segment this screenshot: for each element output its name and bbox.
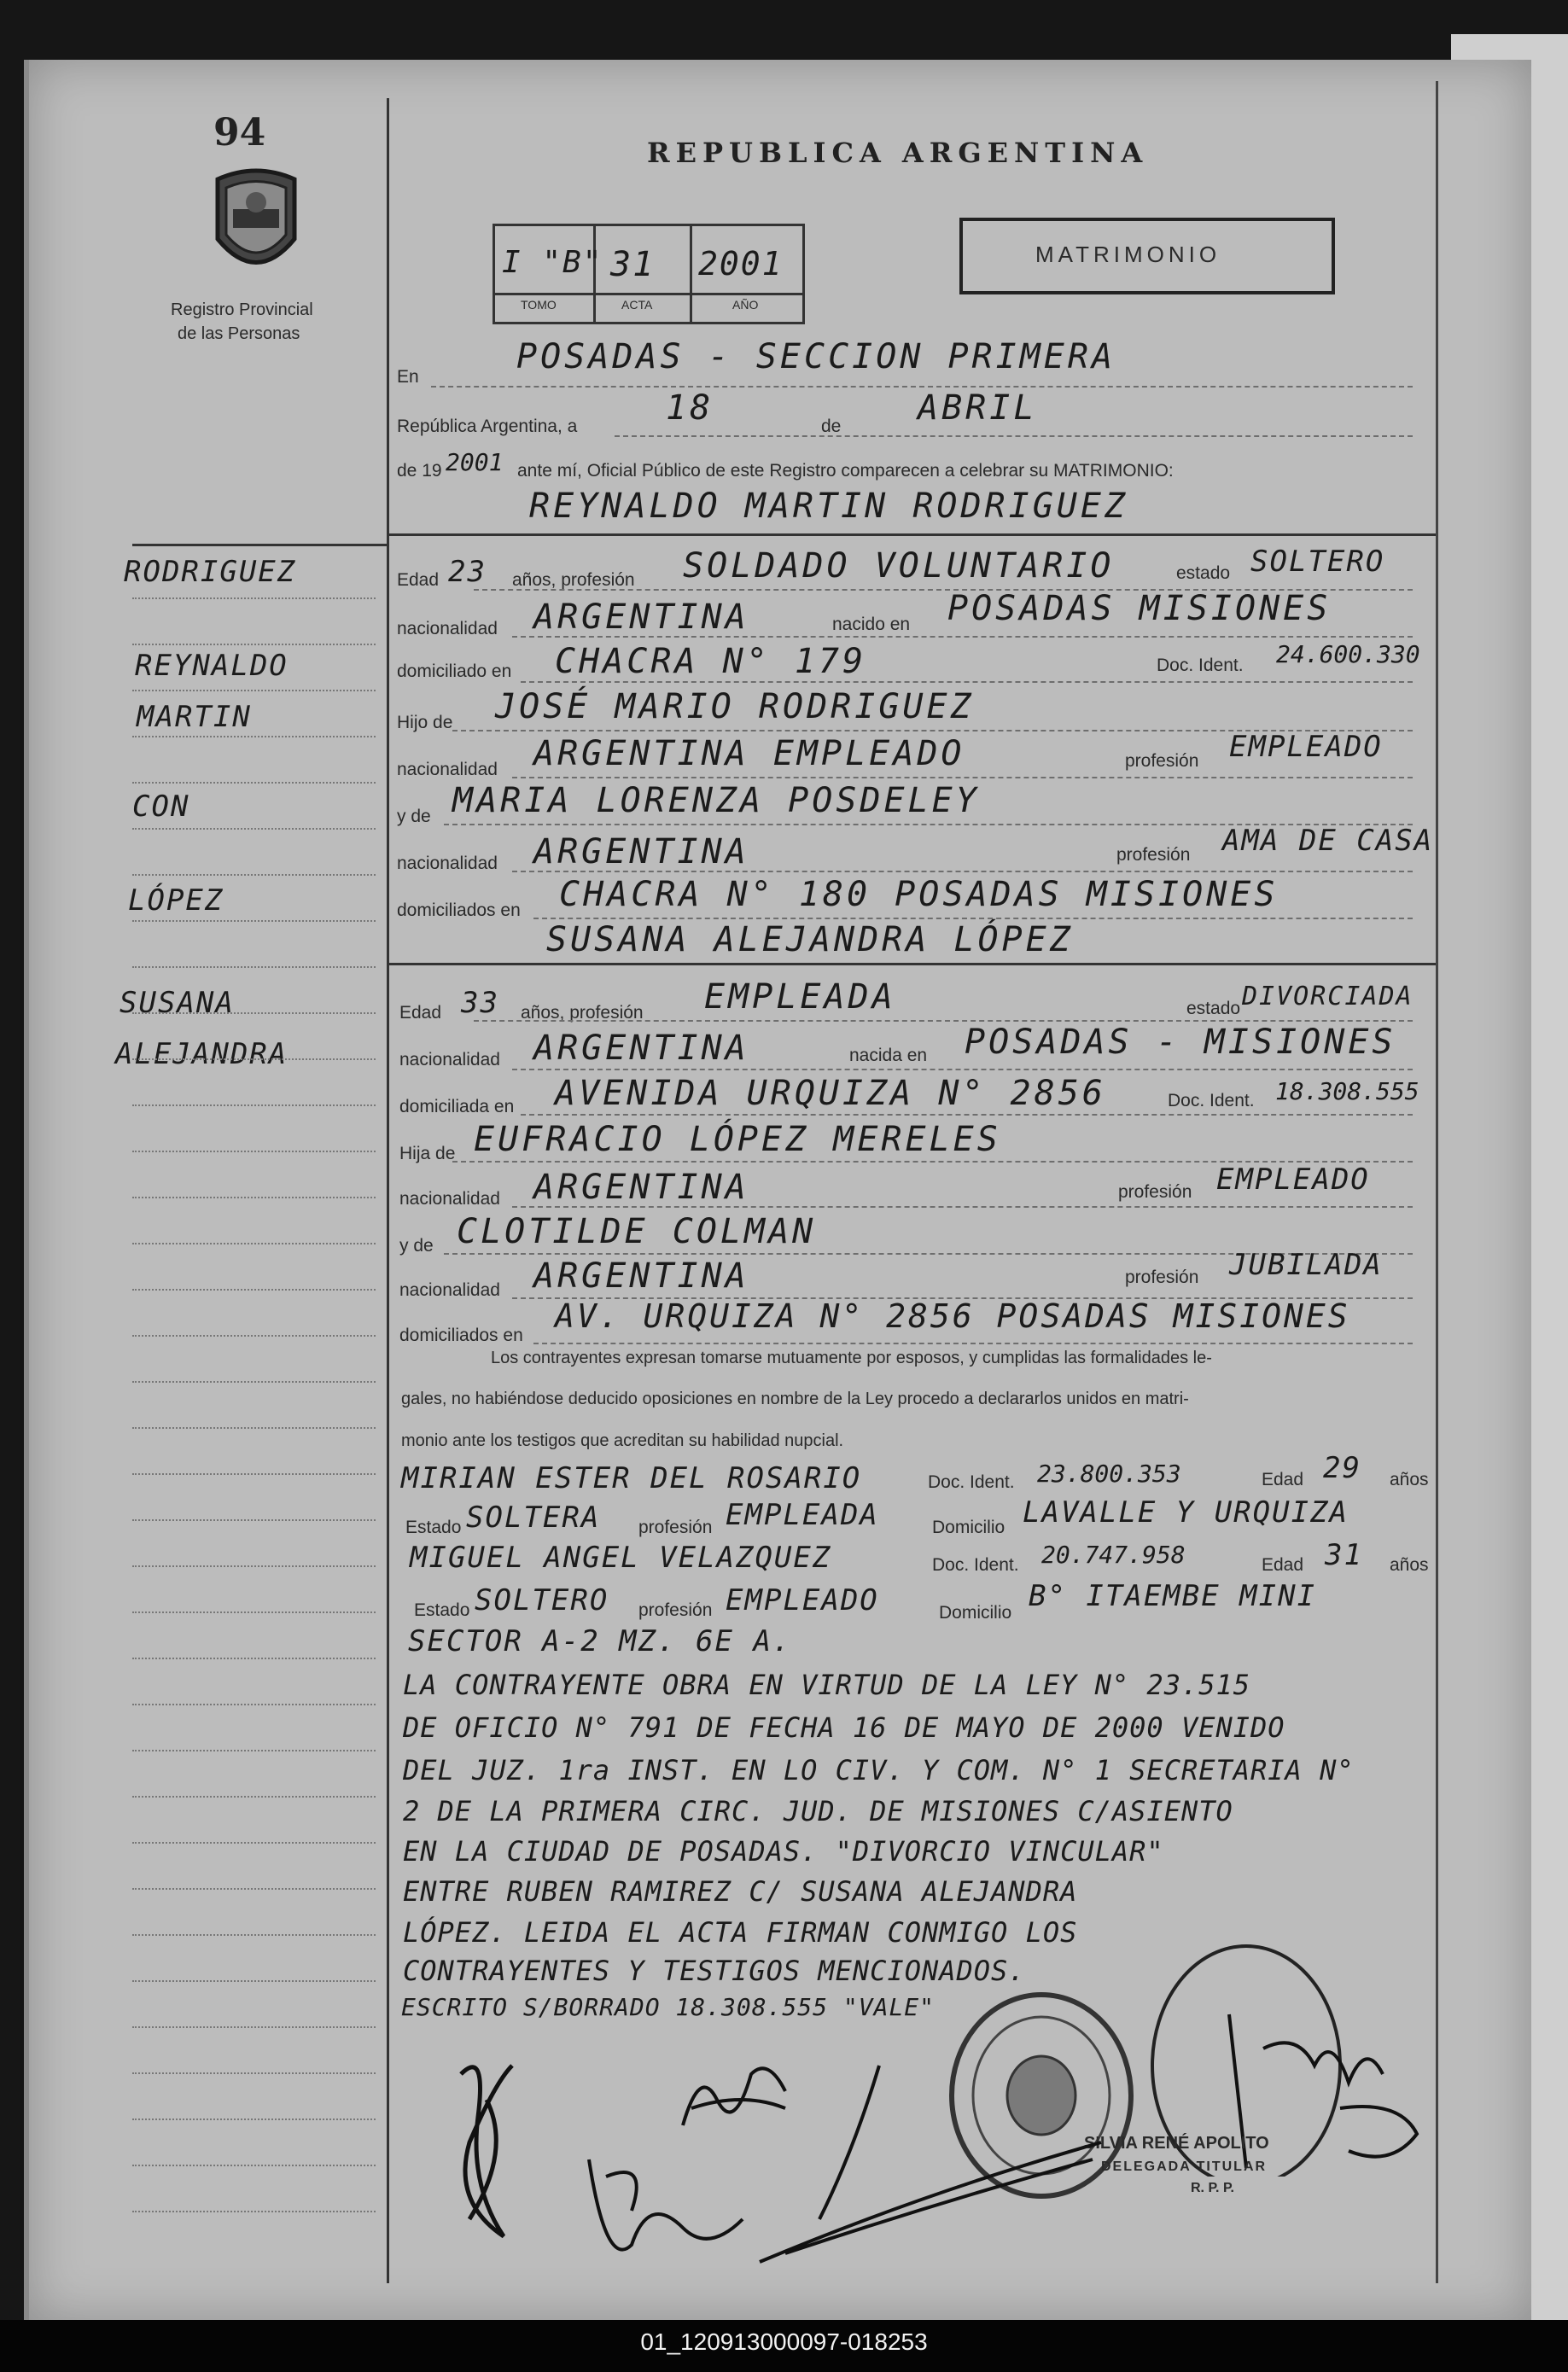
margin-ruled-line	[132, 1243, 376, 1244]
margin-ruled-line	[132, 1704, 376, 1705]
margin-ruled-line	[132, 1934, 376, 1936]
declaration-line-3: monio ante los testigos que acreditan su habilidad nupcial.	[401, 1431, 844, 1450]
margin-name: MARTIN	[137, 700, 252, 734]
groom-father-profesion-label: profesión	[1125, 751, 1199, 771]
declaration-line-1: Los contrayentes expresan tomarse mutuamente por esposos, y cumplidas las formalidades le-	[491, 1349, 1212, 1367]
groom-mother: MARIA LORENZA POSDELEY	[452, 781, 980, 820]
margin-name: RODRIGUEZ	[124, 555, 297, 589]
bride-line-8	[533, 1343, 1413, 1345]
margin-ruled-line	[132, 1658, 376, 1659]
place: POSADAS - SECCION PRIMERA	[516, 337, 1116, 376]
republica-label: República Argentina, a	[397, 417, 578, 436]
declaration-line-2: gales, no habiéndose deducido oposiciones en nombre de la Ley procedo a declararlos unidos en matri-	[401, 1390, 1189, 1408]
witness-2-estado-label: Estado	[414, 1600, 470, 1620]
margin-ruled-line	[132, 782, 376, 784]
image-id-bar	[0, 2320, 1568, 2372]
margin-name: ALEJANDRA	[115, 1037, 289, 1071]
groom-age: 23	[448, 555, 487, 589]
bride-estado-label: estado	[1186, 999, 1241, 1018]
bride-birthplace: POSADAS - MISIONES	[965, 1023, 1396, 1062]
bride-section-rule	[388, 963, 1436, 965]
bride-hija-label: Hija de	[399, 1144, 456, 1163]
bride-full-name: SUSANA ALEJANDRA LÓPEZ	[546, 920, 1074, 959]
margin-ruled-line	[132, 1611, 376, 1613]
ante-text: ante mí, Oficial Público de este Registro comparecen a celebrar su MATRIMONIO:	[517, 461, 1174, 481]
date-line	[615, 435, 1413, 438]
groom-father-profession: EMPLEADO	[1229, 730, 1383, 764]
bride-domicile: AVENIDA URQUIZA N° 2856	[555, 1074, 1106, 1113]
right-margin-rule	[1436, 81, 1438, 2283]
groom-line-2	[512, 636, 1413, 638]
margin-ruled-line	[132, 1750, 376, 1751]
margin-ruled-line	[132, 1980, 376, 1982]
groom-estado: SOLTERO	[1250, 545, 1385, 579]
margin-ruled-line	[132, 1565, 376, 1567]
witness-1-profesion-label: profesión	[638, 1518, 713, 1537]
margin-ruled-line	[132, 1796, 376, 1798]
tomo-value: I "B"	[502, 245, 603, 280]
margin-ruled-line	[132, 1289, 376, 1291]
witness-1-domicilio-label: Domicilio	[932, 1518, 1006, 1537]
signature-contrayente	[435, 2049, 538, 2253]
margin-ruled-line	[132, 1197, 376, 1198]
note-line: 2 DE LA PRIMERA CIRC. JUD. DE MISIONES C/ASIENTO	[403, 1795, 1233, 1827]
bride-nacionalidad-label: nacionalidad	[399, 1050, 500, 1069]
margin-name: SUSANA	[119, 986, 235, 1020]
witness-1-estado: SOLTERA	[466, 1501, 601, 1535]
margin-ruled-line	[132, 1012, 376, 1014]
en-label: En	[397, 367, 419, 387]
groom-nacionalidad-label: nacionalidad	[397, 619, 498, 638]
bride-line-2	[512, 1069, 1413, 1071]
bride-nationality: ARGENTINA	[533, 1029, 749, 1068]
bride-yde-label: y de	[399, 1236, 434, 1256]
groom-line-7	[512, 871, 1413, 873]
stamp-title: DELEGADA TITULAR	[1101, 2159, 1268, 2174]
margin-ruled-line	[132, 1104, 376, 1106]
groom-domiciliados-label: domiciliados en	[397, 900, 521, 920]
bride-mother-nacionalidad-label: nacionalidad	[399, 1280, 500, 1300]
margin-ruled-line	[132, 828, 376, 830]
witness-2-estado: SOLTERO	[475, 1583, 609, 1617]
bride-father-nationality: ARGENTINA	[533, 1168, 749, 1207]
month: ABRIL	[918, 388, 1038, 428]
bride-estado: DIVORCIADA	[1242, 982, 1414, 1011]
bride-profession: EMPLEADA	[704, 977, 896, 1017]
margin-ruled-line	[132, 1427, 376, 1429]
groom-doc: 24.600.330	[1276, 640, 1420, 668]
bride-father-profession: EMPLEADO	[1216, 1163, 1370, 1197]
margin-ruled-line	[132, 2165, 376, 2166]
groom-domicile: CHACRA N° 179	[555, 642, 867, 681]
witness-2-edad-label: Edad	[1262, 1555, 1304, 1575]
bride-age: 33	[461, 986, 499, 1020]
margin-ruled-line	[132, 1151, 376, 1152]
groom-mother-nacionalidad-label: nacionalidad	[397, 854, 498, 873]
margin-ruled-line	[132, 644, 376, 645]
witness-2-profesion-label: profesión	[638, 1600, 713, 1620]
bride-father: EUFRACIO LÓPEZ MERELES	[474, 1120, 1001, 1159]
witness-1-edad-label: Edad	[1262, 1470, 1304, 1489]
margin-name: CON	[132, 790, 190, 824]
margin-ruled-line	[132, 736, 376, 737]
signature-contrayente	[580, 2142, 751, 2270]
margin-ruled-line	[132, 2118, 376, 2120]
bride-mother-profession: JUBILADA	[1229, 1248, 1383, 1282]
day: 18	[666, 388, 714, 428]
acta-value: 31	[610, 245, 656, 284]
act-type-box	[959, 218, 1335, 294]
margin-ruled-line	[132, 1058, 376, 1060]
groom-mother-profession: AMA DE CASA	[1222, 824, 1434, 858]
groom-mother-nationality: ARGENTINA	[533, 832, 749, 871]
groom-parents-domicile: CHACRA N° 180 POSADAS MISIONES	[559, 875, 1279, 914]
margin-name: REYNALDO	[135, 649, 289, 683]
left-margin-rule	[387, 98, 389, 2283]
witness-1-estado-label: Estado	[405, 1518, 462, 1537]
groom-nationality: ARGENTINA	[533, 597, 749, 637]
margin-name: LÓPEZ	[128, 883, 224, 918]
witness-1-anos-label: años	[1390, 1470, 1429, 1489]
note-line: DE OFICIO N° 791 DE FECHA 16 DE MAYO DE 2000 VENIDO	[403, 1711, 1285, 1744]
note-line: EN LA CIUDAD DE POSADAS. "DIVORCIO VINCULAR"	[403, 1835, 1164, 1868]
witness-2-name: MIGUEL ANGEL VELAZQUEZ	[410, 1541, 832, 1575]
bride-profesion-label: años, profesión	[521, 1003, 644, 1023]
margin-ruled-line	[132, 2072, 376, 2074]
witness-1-profession: EMPLEADA	[726, 1498, 879, 1532]
note-line: DEL JUZ. 1ra INST. EN LO CIV. Y COM. N° 1 SECRETARIA N°	[403, 1754, 1355, 1786]
de-label: de	[821, 417, 842, 436]
margin-ruled-line	[132, 1381, 376, 1383]
registry-line-1: Registro Provincial	[171, 300, 313, 319]
margin-ruled-line	[132, 690, 376, 691]
groom-domiciliado-label: domiciliado en	[397, 661, 512, 681]
margin-ruled-line	[132, 597, 376, 599]
groom-full-name: REYNALDO MARTIN RODRIGUEZ	[529, 487, 1129, 526]
groom-estado-label: estado	[1176, 563, 1231, 583]
groom-yde-label: y de	[397, 807, 431, 826]
groom-profession: SOLDADO VOLUNTARIO	[683, 546, 1115, 586]
witness-2-age: 31	[1325, 1538, 1363, 1572]
note-line: LA CONTRAYENTE OBRA EN VIRTUD DE LA LEY N° 23.515	[403, 1669, 1251, 1701]
witness-2-domicile-cont: SECTOR A-2 MZ. 6E A.	[408, 1624, 792, 1658]
witness-1-doc: 23.800.353	[1037, 1460, 1181, 1488]
groom-father-nacionalidad-label: nacionalidad	[397, 760, 498, 779]
anio-label: AÑO	[732, 298, 759, 312]
margin-ruled-line	[132, 1473, 376, 1475]
note-line: ENTRE RUBEN RAMIREZ C/ SUSANA ALEJANDRA	[403, 1875, 1078, 1908]
groom-birthplace: POSADAS MISIONES	[947, 589, 1332, 628]
groom-mother-profesion-label: profesión	[1116, 845, 1191, 865]
act-type: MATRIMONIO	[1035, 242, 1221, 267]
note-line: CONTRAYENTES Y TESTIGOS MENCIONADOS.	[403, 1955, 1026, 1987]
witness-2-domicile: B° ITAEMBE MINI	[1029, 1579, 1317, 1613]
margin-divider	[132, 544, 387, 546]
bride-domiciliada-label: domiciliada en	[399, 1097, 515, 1116]
bride-domiciliados-label: domiciliados en	[399, 1326, 523, 1345]
groom-doc-label: Doc. Ident.	[1157, 656, 1244, 675]
bride-father-nacionalidad-label: nacionalidad	[399, 1189, 500, 1209]
acta-label: ACTA	[621, 298, 653, 312]
groom-section-rule	[388, 533, 1436, 536]
note-line: ESCRITO S/BORRADO 18.308.555 "VALE"	[401, 1993, 936, 2021]
bride-doc: 18.308.555	[1275, 1077, 1419, 1105]
margin-ruled-line	[132, 1335, 376, 1337]
margin-ruled-line	[132, 966, 376, 968]
margin-ruled-line	[132, 1842, 376, 1844]
de-year-label: de 19	[397, 461, 442, 481]
year: 2001	[446, 448, 504, 476]
groom-father: JOSÉ MARIO RODRIGUEZ	[495, 687, 975, 726]
bride-doc-label: Doc. Ident.	[1168, 1091, 1255, 1110]
act-reference-box	[493, 224, 805, 324]
witness-1-name: MIRIAN ESTER DEL ROSARIO	[401, 1461, 862, 1495]
margin-ruled-line	[132, 874, 376, 876]
witness-2-doc-label: Doc. Ident.	[932, 1555, 1019, 1575]
witness-2-profession: EMPLEADO	[726, 1583, 879, 1617]
margin-ruled-line	[132, 1519, 376, 1521]
bride-parents-domicile: AV. URQUIZA N° 2856 POSADAS MISIONES	[555, 1297, 1350, 1335]
groom-nacido-label: nacido en	[832, 615, 911, 634]
groom-profesion-label: años, profesión	[512, 570, 635, 590]
signature-witness	[751, 2049, 1110, 2270]
margin-ruled-line	[132, 2211, 376, 2212]
bride-edad-label: Edad	[399, 1003, 442, 1023]
stamp-officer: SILVIA RENÉ APOLITO	[1084, 2134, 1269, 2153]
groom-line-5	[512, 777, 1413, 779]
registry-line-2: de las Personas	[178, 324, 300, 343]
witness-1-domicile: LAVALLE Y URQUIZA	[1023, 1495, 1349, 1530]
groom-line-3	[521, 681, 1413, 684]
image-id: 01_120913000097-018253	[640, 2328, 928, 2355]
coat-of-arms-icon	[201, 166, 312, 282]
witness-1-doc-label: Doc. Ident.	[928, 1472, 1015, 1492]
country-title: REPUBLICA ARGENTINA	[647, 137, 1149, 169]
bride-nacida-label: nacida en	[849, 1046, 928, 1065]
stamp-org: R. P. P.	[1191, 2181, 1234, 2195]
witness-2-doc: 20.747.958	[1041, 1541, 1186, 1569]
margin-ruled-line	[132, 920, 376, 922]
margin-ruled-line	[132, 1888, 376, 1890]
margin-ruled-line	[132, 2026, 376, 2028]
anio-value: 2001	[698, 245, 784, 283]
bride-mother-nationality: ARGENTINA	[533, 1256, 749, 1296]
bride-father-profesion-label: profesión	[1118, 1182, 1192, 1202]
witness-1-age: 29	[1323, 1451, 1361, 1485]
bride-line-3	[521, 1114, 1413, 1116]
note-line: LÓPEZ. LEIDA EL ACTA FIRMAN CONMIGO LOS	[403, 1916, 1078, 1949]
bride-line-5	[512, 1206, 1413, 1209]
tomo-label: TOMO	[521, 298, 557, 312]
groom-edad-label: Edad	[397, 570, 440, 590]
groom-father-nationality: ARGENTINA EMPLEADO	[533, 734, 965, 773]
witness-2-domicilio-label: Domicilio	[939, 1603, 1012, 1623]
page-number: 94	[213, 111, 266, 154]
bride-mother: CLOTILDE COLMAN	[457, 1212, 817, 1251]
bride-mother-profesion-label: profesión	[1125, 1268, 1199, 1287]
witness-2-anos-label: años	[1390, 1555, 1429, 1575]
groom-hijo-label: Hijo de	[397, 713, 453, 732]
